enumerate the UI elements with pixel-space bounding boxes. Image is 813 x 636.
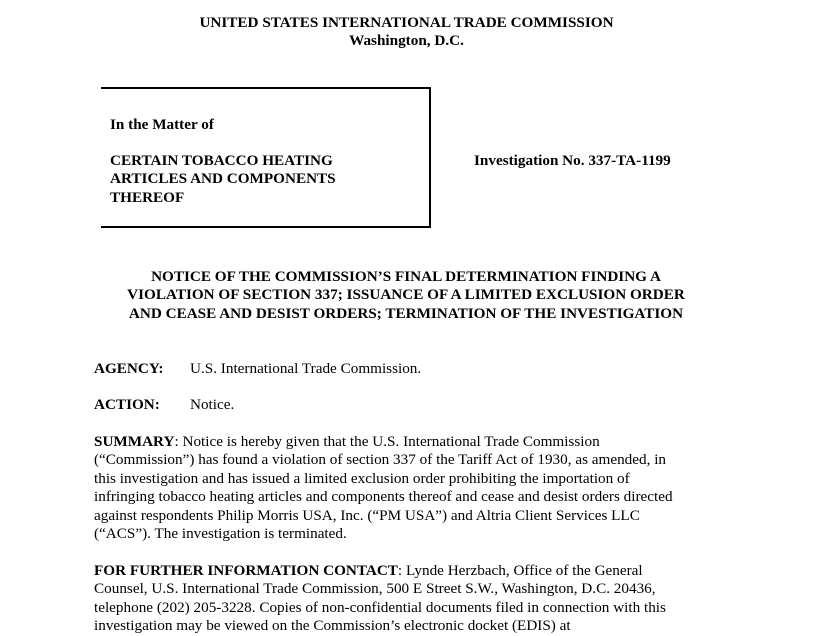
- contact-paragraph: [94, 562, 712, 636]
- notice-title-line: AND CEASE AND DESIST ORDERS; TERMINATION OF THE INVESTIGATION: [128, 304, 684, 322]
- summary-line: against respondents Philip Morris USA, Inc. (“PM USA”) and Altria Client Services LLC: [94, 506, 640, 524]
- action-value: Notice.: [190, 396, 235, 413]
- summary-line: [94, 433, 712, 451]
- summary-label: SUMMARY: [94, 433, 175, 450]
- agency-field: [94, 360, 421, 378]
- matter-title-line: CERTAIN TOBACCO HEATING: [110, 152, 333, 169]
- summary-text: : Notice is hereby given that the U.S. International Trade Commission: [174, 433, 600, 450]
- contact-line: telephone (202) 205-3228. Copies of non-confidential documents filed in connection with this: [94, 598, 666, 616]
- notice-title: [100, 268, 712, 323]
- contact-label: FOR FURTHER INFORMATION CONTACT: [94, 562, 398, 579]
- matter-title: [110, 152, 410, 207]
- contact-line: Counsel, U.S. International Trade Commission, 500 E Street S.W., Washington, D.C. 20436,: [94, 580, 656, 598]
- document-header: [0, 14, 813, 51]
- summary-line: (“Commission”) has found a violation of section 337 of the Tariff Act of 1930, as amended, in: [94, 451, 667, 469]
- location-heading: Washington, D.C.: [349, 32, 464, 50]
- summary-paragraph: [94, 433, 712, 543]
- investigation-number: Investigation No. 337-TA-1199: [474, 152, 671, 169]
- summary-line: this investigation and has issued a limited exclusion order prohibiting the importation of: [94, 469, 630, 487]
- notice-title-line: VIOLATION OF SECTION 337; ISSUANCE OF A LIMITED EXCLUSION ORDER: [127, 286, 685, 304]
- summary-line: (“ACS”). The investigation is terminated.: [94, 525, 347, 543]
- agency-value: U.S. International Trade Commission.: [190, 360, 422, 377]
- contact-line: [94, 562, 712, 580]
- matter-title-line: ARTICLES AND COMPONENTS: [110, 170, 336, 188]
- matter-title-line: THEREOF: [110, 188, 185, 206]
- contact-text: : Lynde Herzbach, Office of the General: [397, 562, 643, 579]
- agency-label: AGENCY:: [94, 360, 164, 377]
- action-field: [94, 396, 234, 414]
- agency-name-heading: UNITED STATES INTERNATIONAL TRADE COMMISSION: [199, 14, 614, 31]
- contact-line: investigation may be viewed on the Commission’s electronic docket (EDIS) at: [94, 617, 571, 635]
- action-label: ACTION:: [94, 396, 160, 413]
- notice-title-line: NOTICE OF THE COMMISSION’S FINAL DETERMINATION FINDING A: [151, 268, 661, 285]
- summary-line: infringing tobacco heating articles and components thereof and cease and desist orders directed: [94, 488, 673, 506]
- matter-intro: In the Matter of: [110, 116, 214, 133]
